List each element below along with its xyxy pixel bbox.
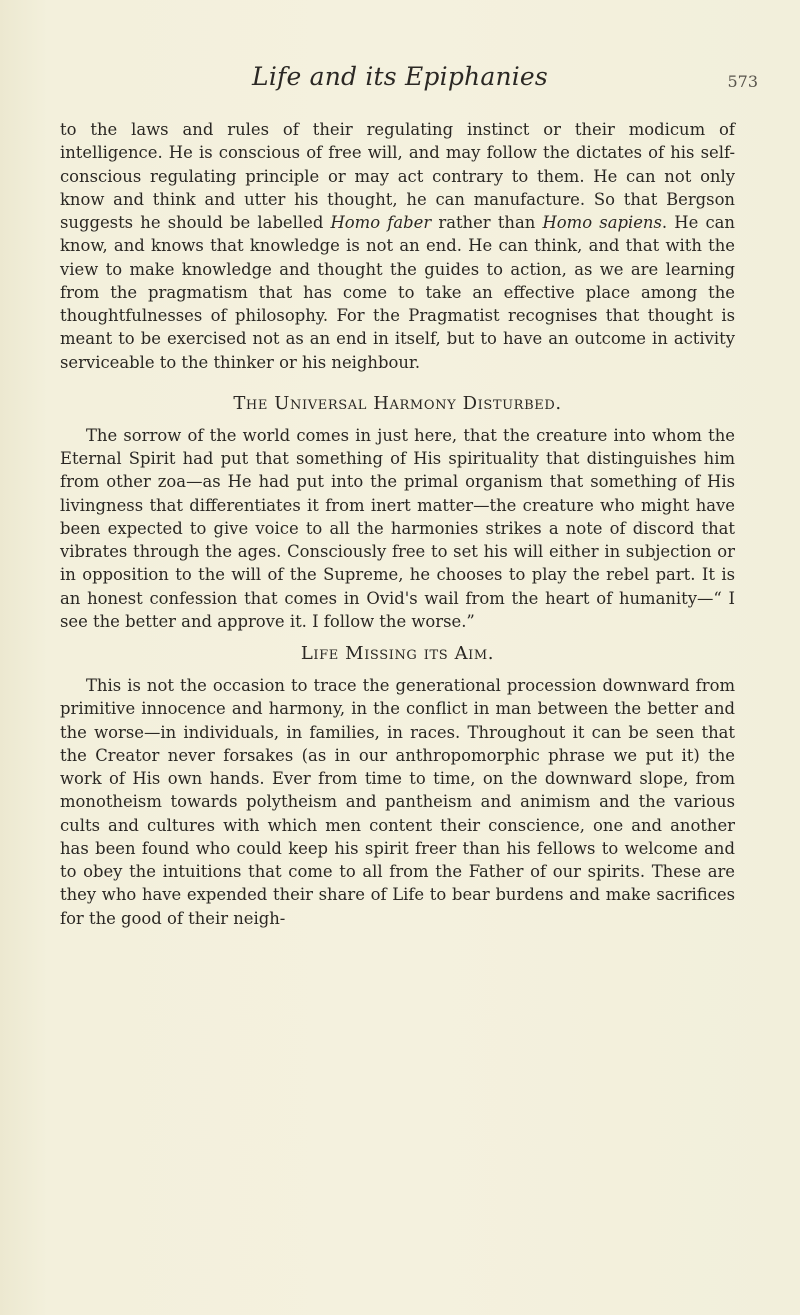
running-title: Life and its Epiphanies <box>252 62 548 91</box>
section-heading: The Universal Harmony Disturbed. <box>233 392 562 414</box>
page-number: 573 <box>727 72 758 91</box>
text-run: to the laws and rules of their regulating instinct or their modicum of intelligence. He is conscious of free will, and may follow the dictates of his self-conscious regulating principle or may act contrary to them. He can not only know and think and utter his thought, he can manufacture. So that Bergson suggests he should be labelled <box>60 120 735 232</box>
text-run: . He can know, and knows that knowledge is not an end. He can think, and that with the view to make knowledge and thought the guides to action, as we are learning from the pragmatism that has come to take an effective place among the thoughtfulnesses of philosophy. For the Pragmatist recognises that thought is meant to be exercised not as an end in itself, but to have an outcome in activity serviceable to the thinker or his neighbour. <box>60 213 735 372</box>
paragraph: This is not the occasion to trace the generational procession downward from primitive innocence and harmony, in the conflict in man between the better and the worse—in individuals, in families, in races. Throughout it can be seen that the Creator never forsakes (as in our anthropomorphic phrase we put it) the work of His own hands. Ever from time to time, on the downward slope, from monotheism towards polytheism and pantheism and animism and the various cults and cultures with which men content their conscience, one and another has been found who could keep his spirit freer than his fellows to welcome and to obey the intuitions that come to all from the Father of our spirits. These are they who have expended their share of Life to bear burdens and make sacrifices for the good of their neigh- <box>60 676 735 928</box>
text-run: rather than <box>431 213 543 232</box>
italic-term: Homo sapiens <box>542 213 662 232</box>
section-heading: Life Missing its Aim. <box>300 643 495 664</box>
body-text <box>60 118 735 930</box>
page-header <box>60 62 758 102</box>
italic-term: Homo faber <box>330 213 432 232</box>
paragraph-continuation <box>60 118 735 374</box>
paragraph: The sorrow of the world comes in just here, that the creature into whom the Eternal Spirit had put that something of His spirituality that distinguishes him from other zoa—as He had put into the primal organism that something of His livingness that differentiates it from inert matter—the creature who might have been expected to give voice to all the harmonies strikes a note of discord that vibrates through the ages. Consciously free to set his will either in subjection or in opposition to the will of the Supreme, he chooses to play the rebel part. It is an honest confession that comes in Ovid's wail from the heart of humanity—“ I see the better and approve it. I follow the worse.” <box>60 425 735 631</box>
